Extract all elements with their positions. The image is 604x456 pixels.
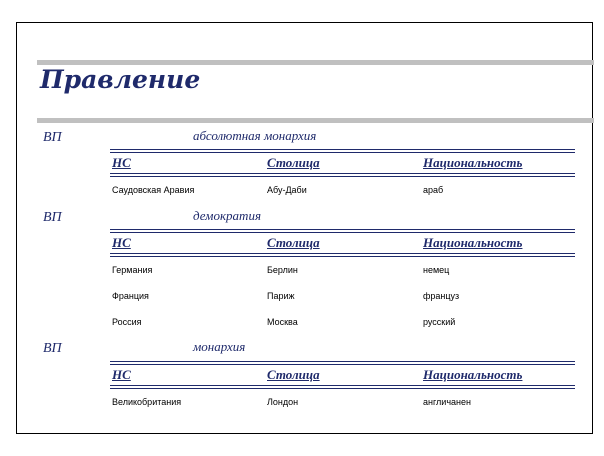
group-label: ВП [43, 341, 62, 356]
header-bottom-rule [110, 173, 575, 177]
cell-nationality: русский [423, 317, 456, 327]
group-label: ВП [43, 130, 62, 145]
cell-nationality: араб [423, 185, 444, 195]
group-value: демократия [193, 208, 261, 223]
cell-country: Великобритания [112, 397, 182, 407]
column-header-nationality: Национальность [423, 367, 523, 382]
cell-capital: Москва [267, 317, 298, 327]
cell-nationality: англичанен [423, 397, 471, 407]
column-header-ns: НС [112, 367, 131, 382]
header-bottom-rule [110, 253, 575, 257]
title-bottom-rule [37, 118, 594, 123]
column-header-capital: Столица [267, 367, 320, 382]
group-label: ВП [43, 210, 62, 225]
cell-nationality: немец [423, 265, 450, 275]
column-header-ns: НС [112, 235, 131, 250]
cell-capital: Берлин [267, 265, 298, 275]
column-header-nationality: Национальность [423, 235, 523, 250]
column-header-nationality: Национальность [423, 155, 523, 170]
cell-country: Россия [112, 317, 142, 327]
cell-capital: Париж [267, 291, 295, 301]
column-header-ns: НС [112, 155, 131, 170]
cell-country: Германия [112, 265, 153, 275]
header-top-rule [110, 361, 575, 365]
cell-capital: Лондон [267, 397, 299, 407]
report-page [16, 22, 593, 434]
cell-nationality: француз [423, 291, 460, 301]
group-value: абсолютная монархия [193, 128, 317, 143]
header-top-rule [110, 149, 575, 153]
group-value: монархия [193, 339, 246, 354]
column-header-capital: Столица [267, 155, 320, 170]
column-header-capital: Столица [267, 235, 320, 250]
header-top-rule [110, 229, 575, 233]
cell-country: Саудовская Аравия [112, 185, 195, 195]
report-title: Правление [40, 65, 201, 94]
cell-country: Франция [112, 291, 149, 301]
header-bottom-rule [110, 385, 575, 389]
cell-capital: Абу-Даби [267, 185, 307, 195]
